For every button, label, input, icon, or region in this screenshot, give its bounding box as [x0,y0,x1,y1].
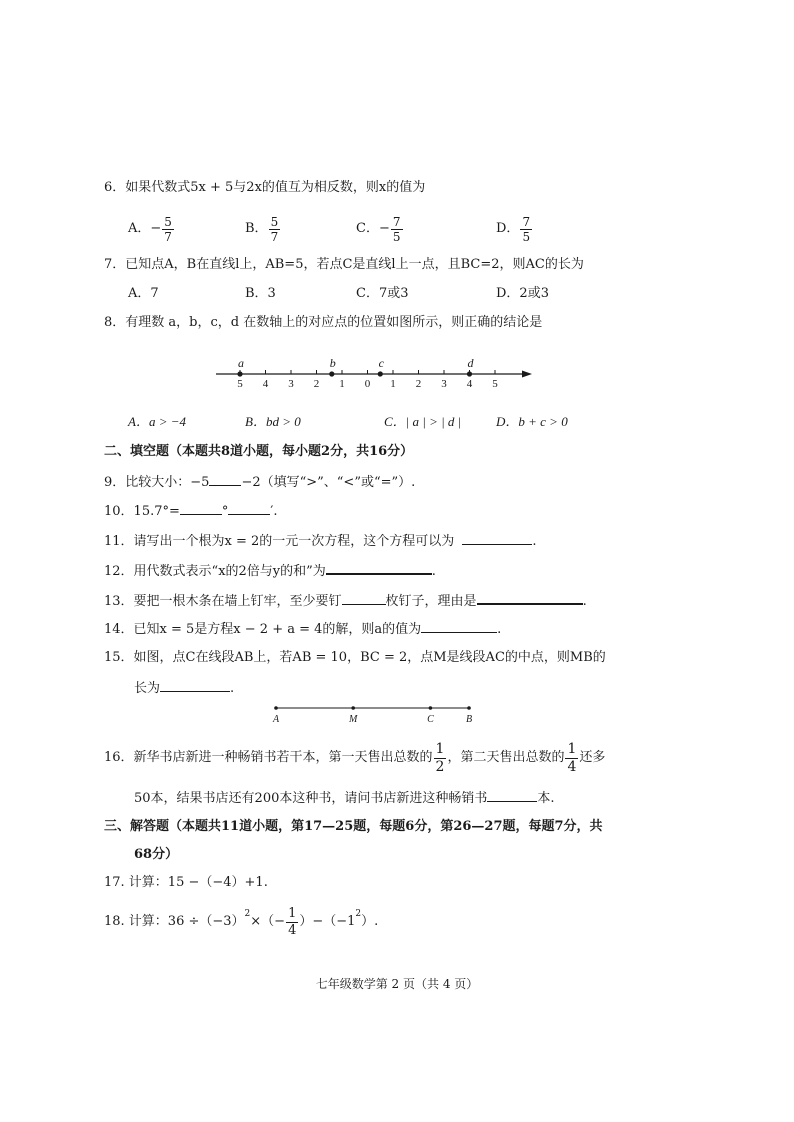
q16-line2 [134,788,555,808]
section-3-heading-line1: 三、解答题（本题共11道小题，第17—25题，每题6分，第26—27题，每题7分，共 [104,819,603,834]
q11-answer-blank [462,531,532,545]
q13 [104,590,587,611]
q6-option-a-fraction [162,215,174,244]
q12-text-pre: 12．用代数式表示“x的2倍与y的和”为 [104,564,326,579]
number-line-point-b [329,371,334,376]
q16-answer-blank [487,788,537,802]
segment-point-B [467,706,471,710]
q6-option-a-sign: − [150,221,162,236]
q8-stem: 8．有理数 a，b，c，d 在数轴上的对应点的位置如图所示，则正确的结论是 [104,315,543,330]
q16-line2-text-post: 本. [537,791,555,806]
q16-f1-numerator: 1 [435,740,445,757]
q18-frac-numerator: 1 [288,905,297,921]
q7-option-a: A．7 [128,286,159,301]
q11-text-post: . [532,534,537,549]
q14 [104,619,501,639]
page-footer: 七年级数学第 2 页（共 4 页） [315,977,479,991]
q14-text-post: . [497,622,502,637]
q10-degree-sign: ° [221,504,229,519]
q10-text-post: ′. [270,504,278,519]
q6-option-b-label: B． [245,221,268,236]
number-line-tick-label: 5 [237,378,243,390]
q6-stem: 6．如果代数式5x + 5与2x的值互为相反数，则x的值为 [104,180,426,195]
q13-text-mid: 枚钉子，理由是 [385,594,477,609]
number-line-tick-label: 2 [415,378,422,390]
q10-degree-blank [180,501,222,515]
q16-text-pre: 16．新华书店新进一种畅销书若干本，第一天售出总数的 [104,750,433,765]
q6-a-denominator: 7 [164,229,172,244]
q6-option-a [128,212,175,246]
number-line-point-c [378,371,383,376]
q11-text-pre: 11．请写出一个根为x = 2的一元一次方程，这个方程可以为 [104,534,455,549]
q16-text-mid: ，第二天售出总数的 [447,750,565,765]
segment-point-A [274,706,278,710]
q12-answer-blank [326,560,432,575]
q18-exponent-2: 2 [355,909,362,919]
number-line-tick-label: 1 [390,378,396,390]
q16-f2-denominator: 4 [567,758,577,775]
q18 [104,902,378,942]
number-line-tick-label: 2 [313,378,320,390]
number-line-tick-label: 1 [339,378,345,390]
q10 [104,501,277,521]
q6-option-d [496,212,533,246]
q9-text-post: −2（填写“>”、“<”或“=”）. [241,475,416,490]
segment-point-label-M: M [349,714,358,725]
q16-text-post: 还多 [579,750,606,765]
number-line-tick-label: 4 [262,378,269,390]
q7-stem: 7．已知点A，B在直线l上，AB=5，若点C是直线l上一点，且BC=2，则AC的长为 [104,257,584,272]
q6-option-b-fraction [269,215,281,244]
number-line-arrow [522,371,532,378]
number-line-tick-label: 5 [492,378,498,390]
number-line-point-label-a: a [238,356,244,370]
q18-text-mid: ）−（−1 [299,914,356,929]
q18-text-pre: 18. 计算：36 ÷（−3） [104,914,245,929]
section-3-heading-line2: 68分） [134,847,179,862]
q6-a-numerator: 5 [164,214,172,229]
number-line-tick-label: 4 [466,378,473,390]
q8-option-b: B．bd > 0 [245,414,301,429]
q10-minute-blank [228,501,270,515]
number-line-tick-label: 3 [441,378,447,390]
q6-option-c-sign: − [378,221,390,236]
q6-option-a-label: A． [128,221,151,236]
q13-text-post: . [582,594,587,609]
number-line-point-label-d: d [467,356,474,370]
q6-c-numerator: 7 [392,214,401,229]
number-line-tick-label: 0 [364,378,371,390]
q18-text-post: ）. [361,914,379,929]
q7-option-b: B．3 [245,286,276,301]
q14-answer-blank [421,619,497,633]
number-line-point-label-c: c [378,356,384,370]
q6-c-denominator: 5 [392,229,401,244]
q12 [104,560,436,581]
q9-text-pre: 9．比较大小：−5 [104,475,210,490]
q6-option-c-label: C． [356,221,379,236]
q14-text-pre: 14．已知x = 5是方程x − 2 + a = 4的解，则a的值为 [104,622,422,637]
q16-fraction-half [434,741,447,776]
q18-frac-denominator: 4 [288,922,297,938]
q6-option-c [356,212,404,246]
q6-d-numerator: 7 [522,214,531,229]
q6-b-denominator: 7 [270,229,279,244]
q9 [104,472,415,492]
segment-point-label-A: A [272,714,280,725]
q6-option-d-fraction [520,215,532,244]
q16-f1-denominator: 2 [435,758,445,775]
q16-f2-numerator: 1 [567,740,577,757]
q17: 17. 计算：15 −（−4）+1. [104,875,268,890]
q7-option-c: C．7或3 [356,286,409,301]
q16-line2-text-pre: 50本，结果书店还有200本这种书，请问书店新进这种畅销书 [134,791,488,806]
number-line-point-d [467,371,472,376]
section-2-heading: 二、填空题（本题共8道小题，每小题2分，共16分） [104,444,414,459]
q13-text-pre: 13．要把一根木条在墙上钉牢，至少要钉 [104,594,342,609]
number-line-point-label-b: b [329,356,336,370]
q8-option-d: D．b + c > 0 [496,414,568,429]
q15-line2 [134,678,234,698]
q6-d-denominator: 5 [522,229,531,244]
q18-exponent-1: 2 [244,909,251,919]
q6-option-c-fraction [391,215,403,244]
q13-reason-blank [477,590,583,605]
q15-line1: 15．如图，点C在线段AB上，若AB = 10，BC = 2，点M是线段AC的中点，则MB的 [104,650,606,665]
q12-text-post: . [431,564,436,579]
q16-line1 [104,738,605,778]
q8-option-c: C．| a | > | d | [384,414,462,429]
segment-point-label-B: B [465,714,473,725]
q18-fraction [286,906,298,939]
number-line-tick-label: 3 [288,378,294,390]
q9-answer-blank [209,472,241,486]
number-line-point-a [237,371,242,376]
q7-option-d: D．2或3 [496,286,549,301]
segment-point-C [429,706,433,710]
number-line-figure [210,350,540,394]
q15-text-pre: 长为 [134,681,161,696]
q10-text-pre: 10．15.7°= [104,504,180,519]
segment-figure [270,700,480,728]
segment-point-label-C: C [427,714,434,725]
q13-count-blank [342,591,386,605]
segment-point-M [351,706,355,710]
q16-fraction-quarter [565,741,578,776]
q11 [104,531,536,551]
q15-answer-blank [160,678,230,692]
q8-option-a: A．a > −4 [128,414,186,429]
q18-times: ×（− [250,914,286,929]
q6-b-numerator: 5 [270,214,279,229]
q15-text-post: . [230,681,235,696]
q6-option-d-label: D． [496,221,520,236]
q6-option-b [245,212,281,246]
